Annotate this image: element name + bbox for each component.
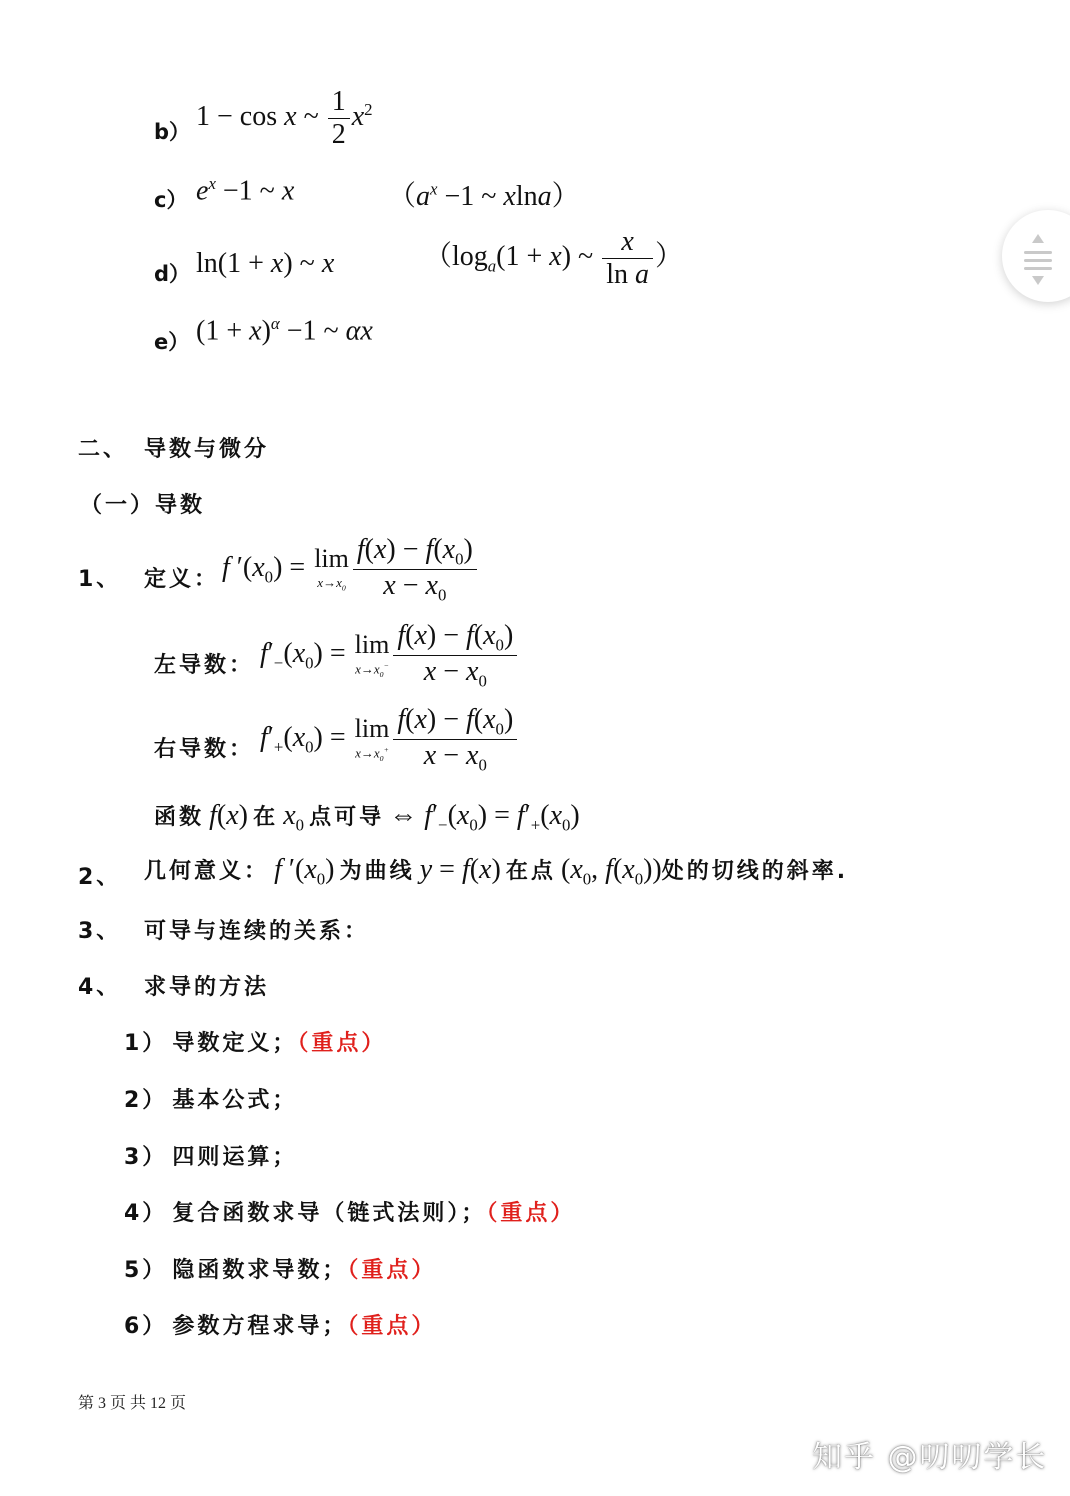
page-footer: 第 3 页 共 12 页 (78, 1395, 187, 1412)
formula-d-alt: （$\log_a(1 + x)$ ~ $\frac{x}{\text{ln a}}$ ） (424, 226, 684, 291)
item-1-number: 1、 (78, 567, 122, 592)
method-text: 参数方程求导； (172, 1314, 348, 1339)
item-3-number: 3、 (78, 919, 122, 944)
section-title: 导数与微分 (144, 437, 270, 462)
right-derivative-formula: $f'_+(x_0)$ = lim $x\to x_0^+$ $\frac{f(x) - f(x_0)}{x - x_0}$ (260, 704, 519, 775)
formula-e: $(1 + x)^\alpha -1$ ~ αx (196, 314, 373, 347)
subsection-title: （一）导数 (80, 493, 206, 518)
formula-c: $e^x -1$ ~ x (196, 174, 295, 207)
method-item-5 (124, 1253, 436, 1284)
item-4-number: 4、 (78, 975, 122, 1000)
cond-text-1: 函数 (154, 805, 205, 830)
key-point-badge: （重点） (347, 1314, 437, 1339)
scroll-arrows-icon (1002, 210, 1070, 302)
method-text: 隐函数求导数； (172, 1258, 348, 1283)
method-item-6 (124, 1309, 436, 1340)
derivative-definition-formula: f $'(x_0)$ = lim $x\to x_0$ $\frac{f(x) - f(x_0)}{x - x_0}$ (222, 534, 479, 605)
geometric-meaning: 几何意义： f $'(x_0)$ 为曲线 y = f(x) 在点 ($x_0$, $f(x_0)$)处的切线的斜率. (144, 854, 849, 889)
method-text: 四则运算； (172, 1145, 298, 1170)
item-4-title: 求导的方法 (144, 975, 270, 1000)
item-e-label: e） (154, 330, 190, 354)
item-2-number: 2、 (78, 865, 122, 890)
method-item-1 (124, 1026, 386, 1057)
key-point-badge: （重点） (297, 1031, 387, 1056)
method-text: 导数定义； (172, 1031, 298, 1056)
item-1-title: 定义： (144, 567, 220, 592)
cond-text-3: 点可导 (309, 805, 385, 830)
method-item-2 (124, 1083, 297, 1114)
scroll-button[interactable] (1002, 210, 1070, 302)
method-number: 1） (124, 1031, 168, 1056)
left-derivative-formula: $f'_-(x_0)$ = lim $x\to x_0^-$ $\frac{f(x) - f(x_0)}{x - x_0}$ (260, 620, 519, 691)
key-point-badge: （重点） (486, 1201, 576, 1226)
watermark: 知乎 @叨叨学长 (812, 1440, 1048, 1475)
formula-d: ln(1 + x) ~ x (196, 248, 335, 279)
left-derivative-title: 左导数： (154, 653, 255, 678)
key-point-badge: （重点） (347, 1258, 437, 1283)
item-d-label: d） (154, 262, 191, 286)
method-number: 6） (124, 1314, 168, 1339)
item-c-label: c） (154, 188, 188, 212)
item-3-title: 可导与连续的关系： (144, 919, 370, 944)
right-derivative-title: 右导数： (154, 737, 255, 762)
method-number: 5） (124, 1258, 168, 1283)
method-number: 4） (124, 1201, 168, 1226)
item-2-text-a: 为曲线 (339, 859, 415, 884)
differentiability-condition: 函数 f(x) 在 $x_0$ 点可导 ⇔ $f'_-(x_0) = f'_+(x_0)$ (154, 800, 580, 835)
formula-c-alt: （$a^x -1$ ~ xlna） (388, 179, 580, 212)
method-text: 基本公式； (172, 1088, 298, 1113)
formula-b: 1 − cos x ~ $\frac{1}{2}$ $x^2$ (196, 86, 373, 151)
method-item-3 (124, 1140, 297, 1171)
item-2-text-b: 在点 (505, 859, 556, 884)
method-item-4 (124, 1196, 575, 1227)
method-number: 2） (124, 1088, 168, 1113)
item-b-label: b） (154, 120, 191, 144)
section-number: 二、 (78, 437, 129, 462)
cond-text-2: 在 (253, 805, 279, 830)
method-number: 3） (124, 1145, 168, 1170)
method-text: 复合函数求导（链式法则）； (172, 1201, 487, 1226)
item-2-text-c: 处的切线的斜率. (661, 859, 849, 884)
item-2-title: 几何意义： (144, 859, 270, 884)
